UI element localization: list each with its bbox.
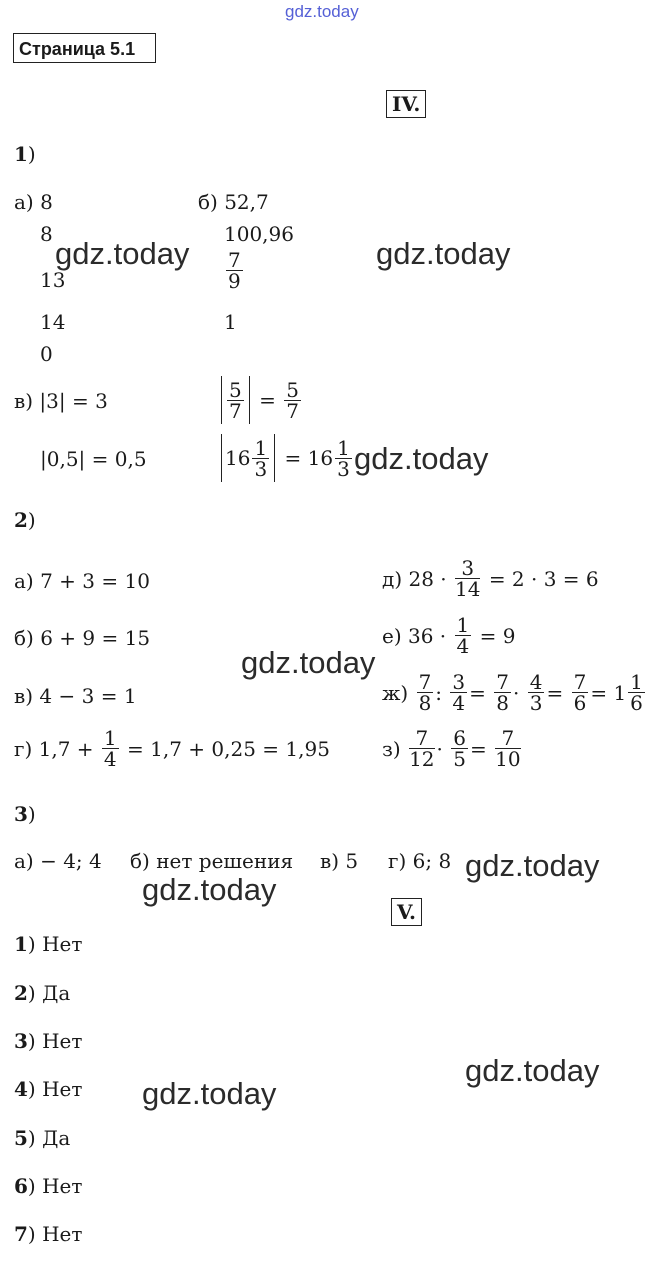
task2-b: б) 6 + 9 = 15 bbox=[14, 626, 151, 650]
task2-heading: 2) bbox=[14, 508, 36, 532]
task2-z: з) $\frac{7}{12}$ · $\frac{6}{5}$ = $\frac{7}{10}$ bbox=[382, 726, 521, 771]
watermark: gdz.today bbox=[376, 236, 511, 271]
task1-v-abs-frac: $\frac{5}{7}$ = $\frac{5}{7}$ bbox=[218, 376, 303, 424]
task1-v-abs-mixed: 16 $\frac{1}{3}$ = 16 $\frac{1}{3}$ bbox=[218, 434, 354, 482]
task1-b-line: 100,96 bbox=[224, 222, 294, 246]
watermark: gdz.today bbox=[142, 1076, 277, 1111]
task1-a-line: 0 bbox=[40, 342, 53, 366]
answer-item: 2) Да bbox=[14, 981, 71, 1005]
answer-item: 5) Да bbox=[14, 1126, 71, 1150]
top-watermark: gdz.today bbox=[285, 2, 359, 21]
task1-a-label: а) 8 bbox=[14, 190, 53, 214]
answer-item: 3) Нет bbox=[14, 1029, 83, 1053]
task1-a-line: 13 bbox=[40, 268, 66, 292]
task3-a: а) − 4; 4 bbox=[14, 849, 102, 873]
watermark: gdz.today bbox=[354, 441, 489, 476]
task1-b-fraction: $\frac{7}{9}$ bbox=[228, 248, 241, 293]
page-label: Страница 5.1 bbox=[13, 33, 156, 63]
task3-v: в) 5 bbox=[320, 849, 359, 873]
watermark: gdz.today bbox=[465, 1053, 600, 1088]
task1-v-eq2: |0,5| = 0,5 bbox=[40, 447, 147, 471]
watermark: gdz.today bbox=[55, 236, 190, 271]
task2-e: е) 36 · $\frac{1}{4}$ = 9 bbox=[382, 613, 516, 658]
task3-heading: 3) bbox=[14, 802, 36, 826]
task2-g: г) 1,7 + $\frac{1}{4}$ = 1,7 + 0,25 = 1,95 bbox=[14, 726, 330, 771]
task1-b-label: б) 52,7 bbox=[198, 190, 269, 214]
task1-a-line: 14 bbox=[40, 310, 66, 334]
task3-g: г) 6; 8 bbox=[388, 849, 452, 873]
watermark: gdz.today bbox=[241, 645, 376, 680]
section-v-heading: V. bbox=[391, 898, 422, 926]
task2-a: а) 7 + 3 = 10 bbox=[14, 569, 150, 593]
task1-v-eq1: в) |3| = 3 bbox=[14, 389, 108, 413]
task2-zh: ж) $\frac{7}{8}$ : $\frac{3}{4}$ = $\frac{7}{8}$ · $\frac{4}{3}$ = $\frac{7}{6}$ = 1 $\frac{1}{6}$ bbox=[382, 670, 643, 715]
task1-heading: 1) bbox=[14, 142, 36, 166]
answer-item: 1) Нет bbox=[14, 932, 83, 956]
task1-b-line: 1 bbox=[224, 310, 237, 334]
section-iv-heading: IV. bbox=[386, 90, 426, 118]
task2-v: в) 4 − 3 = 1 bbox=[14, 684, 137, 708]
task2-d: д) 28 · $\frac{3}{14}$ = 2 · 3 = 6 bbox=[382, 556, 599, 601]
task3-b: б) нет решения bbox=[130, 849, 294, 873]
watermark: gdz.today bbox=[465, 848, 600, 883]
answer-item: 4) Нет bbox=[14, 1077, 83, 1101]
answer-item: 7) Нет bbox=[14, 1222, 83, 1246]
watermark: gdz.today bbox=[142, 872, 277, 907]
task1-a-line: 8 bbox=[40, 222, 53, 246]
answer-item: 6) Нет bbox=[14, 1174, 83, 1198]
